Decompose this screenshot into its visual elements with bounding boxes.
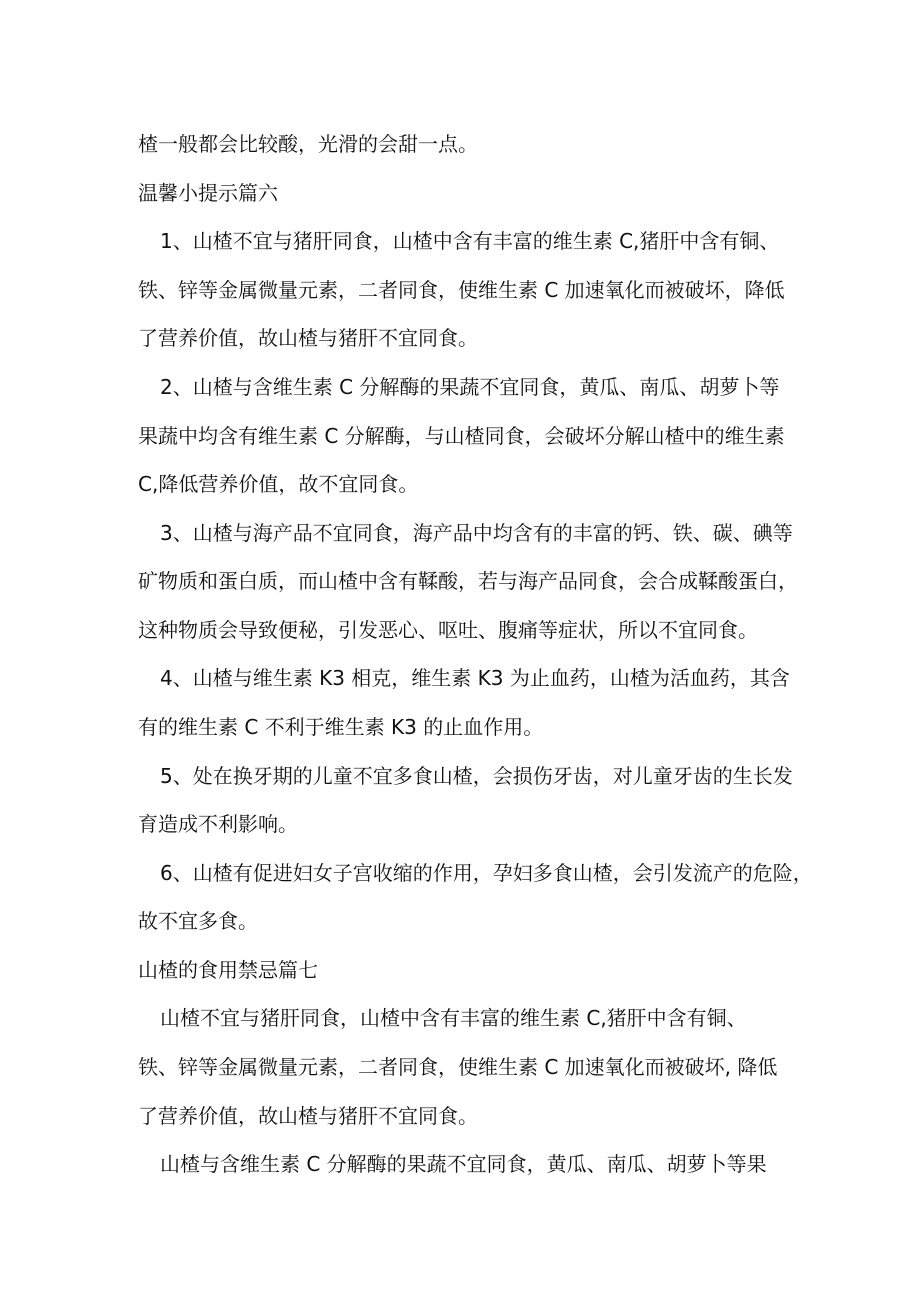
text-line: 4、山楂与维生素 K3 相克，维生素 K3 为止血药，山楂为活血药，其含 (160, 666, 790, 690)
text-line: 故不宜多食。 (138, 909, 258, 933)
text-line: 山楂与含维生素 C 分解酶的果蔬不宜同食，黄瓜、南瓜、胡萝卜等果 (160, 1152, 767, 1176)
text-line: 5、处在换牙期的儿童不宜多食山楂，会损伤牙齿，对儿童牙齿的生长发 (160, 764, 793, 788)
text-line: 铁、锌等金属微量元素，二者同食，使维生素 C 加速氧化而被破坏, 降低 (138, 1055, 778, 1079)
text-line: 6、山楂有促进妇女子宫收缩的作用，孕妇多食山楂，会引发流产的危险， (160, 861, 813, 885)
text-line: 有的维生素 C 不利于维生素 K3 的止血作用。 (138, 715, 544, 739)
text-line: 这种物质会导致便秘，引发恶心、呕吐、腹痛等症状，所以不宜同食。 (138, 618, 758, 642)
text-line: 果蔬中均含有维生素 C 分解酶，与山楂同食，会破坏分解山楂中的维生素 (138, 424, 785, 448)
text-line: 矿物质和蛋白质，而山楂中含有鞣酸，若与海产品同食，会合成鞣酸蛋白， (138, 569, 798, 593)
text-line: 铁、锌等金属微量元素，二者同食，使维生素 C 加速氧化而被破坏，降低 (138, 278, 785, 302)
text-line: C,降低营养价值，故不宜同食。 (138, 472, 419, 496)
text-line: 山楂不宜与猪肝同食，山楂中含有丰富的维生素 C,猪肝中含有铜、 (160, 1006, 747, 1030)
text-line: 3、山楂与海产品不宜同食，海产品中均含有的丰富的钙、铁、碳、碘等 (160, 521, 793, 545)
text-line: 了营养价值，故山楂与猪肝不宜同食。 (138, 326, 478, 350)
text-line: 2、山楂与含维生素 C 分解酶的果蔬不宜同食，黄瓜、南瓜、胡萝卜等 (160, 375, 780, 399)
text-line: 楂一般都会比较酸，光滑的会甜一点。 (138, 132, 478, 156)
text-line: 了营养价值，故山楂与猪肝不宜同食。 (138, 1104, 478, 1128)
text-line: 1、山楂不宜与猪肝同食，山楂中含有丰富的维生素 C,猪肝中含有铜、 (160, 229, 780, 253)
section-heading: 温馨小提示篇六 (138, 181, 278, 205)
text-line: 育造成不利影响。 (138, 812, 298, 836)
section-heading: 山楂的食用禁忌篇七 (138, 958, 318, 982)
